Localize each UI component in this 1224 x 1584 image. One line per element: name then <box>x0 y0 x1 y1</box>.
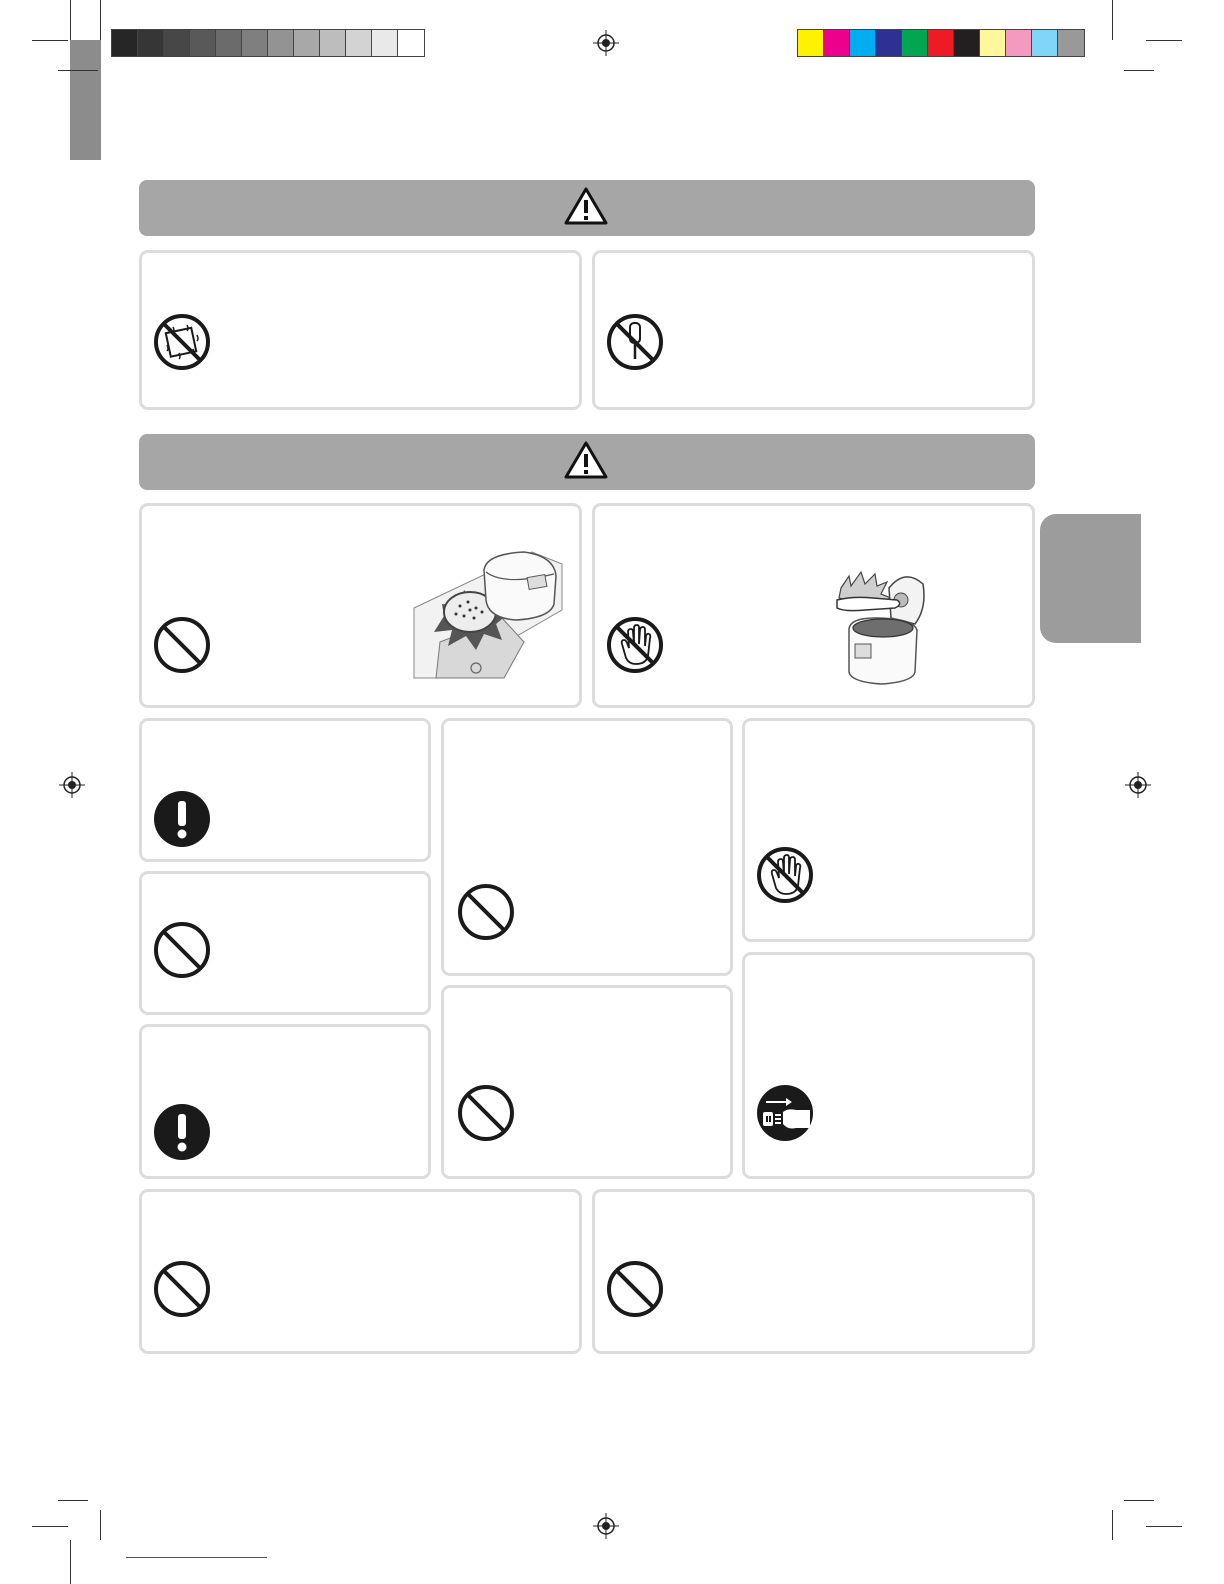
panel-no-touch-2 <box>742 718 1035 942</box>
mandatory-icon <box>153 1103 211 1161</box>
language-edge-tab <box>70 40 101 160</box>
section-side-tab <box>1040 514 1141 643</box>
color-swatch <box>164 30 190 56</box>
crop-mark <box>1146 1526 1182 1527</box>
color-swatch <box>954 30 980 56</box>
color-swatch <box>1032 30 1058 56</box>
no-touch-icon <box>756 846 814 904</box>
process-color-bar <box>797 29 1085 57</box>
registration-mark-icon <box>593 30 619 56</box>
crop-mark <box>1112 1510 1113 1540</box>
color-swatch <box>346 30 372 56</box>
color-swatch <box>138 30 164 56</box>
registration-mark-icon <box>59 772 85 798</box>
color-swatch <box>928 30 954 56</box>
color-swatch <box>242 30 268 56</box>
prohibited-icon <box>457 1084 515 1142</box>
mandatory-icon <box>153 790 211 848</box>
prohibited-icon <box>153 616 211 674</box>
color-swatch <box>1006 30 1032 56</box>
panel-mandatory-2 <box>139 1024 431 1179</box>
registration-mark-icon <box>593 1513 619 1539</box>
panel-no-heat-source <box>139 503 582 708</box>
registration-mark-icon <box>1125 772 1151 798</box>
color-swatch <box>294 30 320 56</box>
crop-mark <box>32 40 68 41</box>
panel-prohibited-wide-left <box>139 1189 582 1354</box>
crop-mark <box>1146 40 1182 41</box>
color-swatch <box>798 30 824 56</box>
warning-triangle-icon <box>563 440 609 480</box>
panel-unplug <box>742 952 1035 1179</box>
color-swatch <box>902 30 928 56</box>
color-swatch <box>850 30 876 56</box>
color-swatch <box>372 30 398 56</box>
no-water-icon <box>153 313 211 371</box>
panel-prohibited-tall <box>441 718 733 976</box>
no-touch-icon <box>606 616 664 674</box>
prohibited-icon <box>153 921 211 979</box>
crop-mark <box>100 1510 101 1540</box>
crop-mark <box>1124 70 1154 71</box>
panel-prohibited-2 <box>139 871 431 1015</box>
crop-mark <box>70 1540 71 1584</box>
prohibited-icon <box>606 1260 664 1318</box>
warning-triangle-icon <box>563 186 609 226</box>
panel-no-touch-lid <box>592 503 1035 708</box>
panel-no-water <box>139 250 582 410</box>
grayscale-color-bar <box>111 29 425 57</box>
prohibited-icon <box>457 883 515 941</box>
stove-and-rice-cooker-illustration <box>404 546 564 682</box>
color-swatch <box>320 30 346 56</box>
warning-section-2-header <box>139 434 1035 490</box>
hand-opening-lid-illustration <box>835 568 935 686</box>
panel-prohibited-wide-right <box>592 1189 1035 1354</box>
crop-mark <box>70 0 71 40</box>
panel-no-disassemble <box>592 250 1035 410</box>
color-swatch <box>824 30 850 56</box>
warning-section-1-header <box>139 180 1035 236</box>
footer-rule <box>126 1557 267 1558</box>
color-swatch <box>268 30 294 56</box>
color-swatch <box>398 30 424 56</box>
crop-mark <box>100 0 101 40</box>
unplug-icon <box>756 1084 814 1142</box>
no-disassemble-icon <box>606 313 664 371</box>
crop-mark <box>1124 1500 1154 1501</box>
panel-mandatory-1 <box>139 718 431 862</box>
color-swatch <box>112 30 138 56</box>
color-swatch <box>1058 30 1084 56</box>
prohibited-icon <box>153 1260 211 1318</box>
panel-prohibited-3 <box>441 985 733 1179</box>
color-swatch <box>876 30 902 56</box>
color-swatch <box>216 30 242 56</box>
color-swatch <box>980 30 1006 56</box>
crop-mark <box>32 1526 68 1527</box>
crop-mark <box>58 1500 88 1501</box>
color-swatch <box>190 30 216 56</box>
crop-mark <box>1112 0 1113 40</box>
crop-mark <box>58 70 98 71</box>
